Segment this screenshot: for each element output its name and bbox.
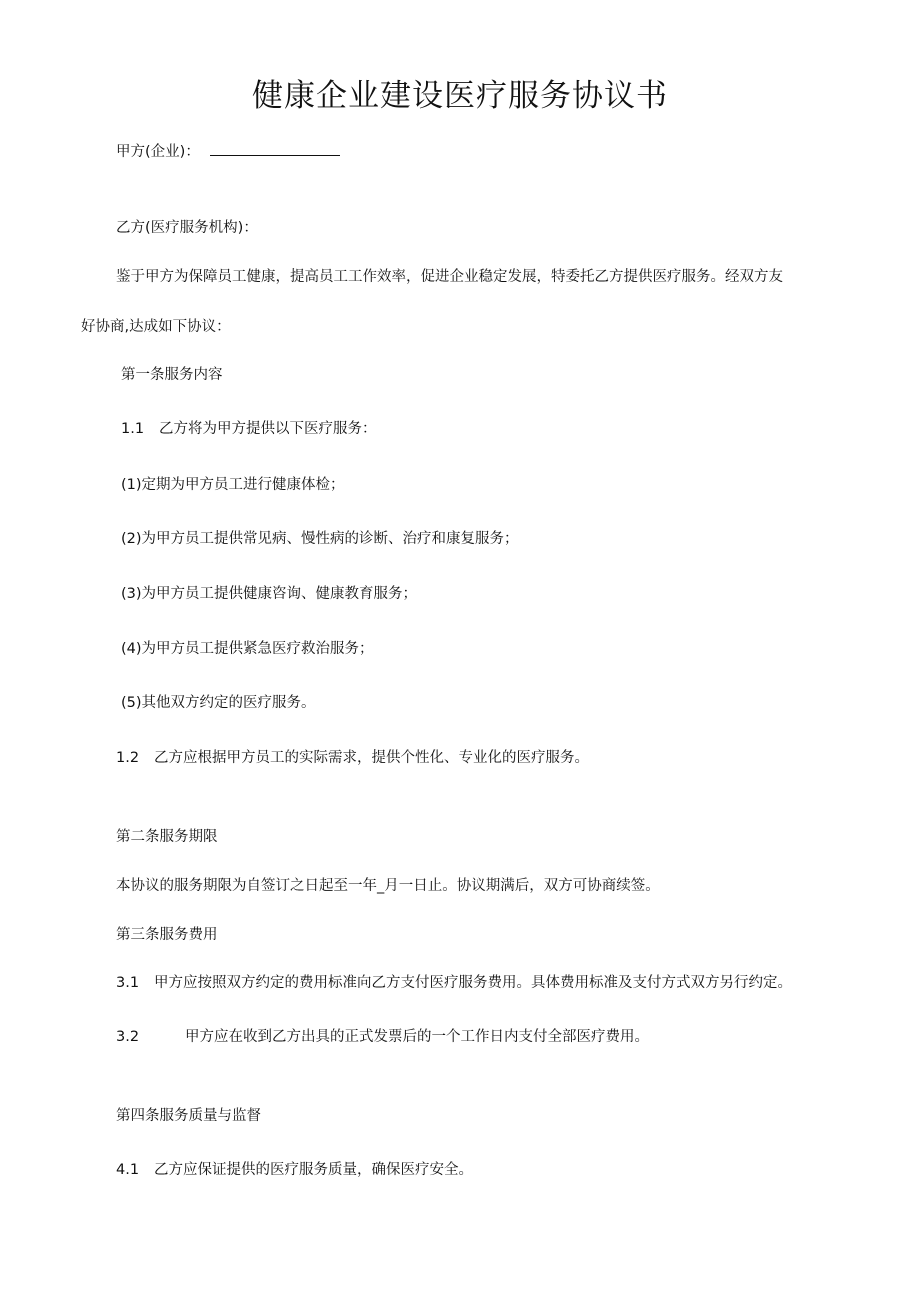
party-b-label: 乙方(医疗服务机构)：	[116, 220, 258, 236]
clause-number: 3.2	[116, 1029, 140, 1045]
preamble-line-2: 好协商,达成如下协议：	[81, 319, 231, 335]
clause-3-1	[116, 974, 792, 992]
clause-text: 甲方应按照双方约定的费用标准向乙方支付医疗服务费用。具体费用标准及支付方式双方另行约定。	[154, 975, 792, 991]
article-1-heading: 第一条服务内容	[121, 367, 223, 383]
service-item: (4)为甲方员工提供紧急医疗救治服务；	[121, 641, 374, 657]
clause-text: 甲方应在收到乙方出具的正式发票后的一个工作日内支付全部医疗费用。	[185, 1029, 649, 1045]
document-title: 健康企业建设医疗服务协议书	[252, 78, 668, 114]
service-item: (5)其他双方约定的医疗服务。	[121, 695, 316, 711]
service-item: (2)为甲方员工提供常见病、慢性病的诊断、治疗和康复服务；	[121, 531, 519, 547]
party-a-line	[116, 143, 340, 161]
article-2-text: 本协议的服务期限为自签订之日起至一年_月一日止。协议期满后，双方可协商续签。	[116, 878, 660, 894]
clause-4-1	[116, 1161, 473, 1179]
clause-number: 3.1	[116, 975, 140, 991]
article-3-heading: 第三条服务费用	[116, 927, 218, 943]
clause-1-2	[116, 749, 589, 767]
clause-text: 乙方应根据甲方员工的实际需求，提供个性化、专业化的医疗服务。	[154, 750, 589, 766]
article-4-heading: 第四条服务质量与监督	[116, 1108, 261, 1124]
article-2-heading: 第二条服务期限	[116, 829, 218, 845]
clause-number: 1.2	[116, 750, 140, 766]
service-item: (1)定期为甲方员工进行健康体检；	[121, 477, 345, 493]
service-item: (3)为甲方员工提供健康咨询、健康教育服务；	[121, 586, 418, 602]
clause-number: 1.1	[121, 421, 145, 437]
clause-3-2	[116, 1028, 649, 1046]
clause-number: 4.1	[116, 1162, 140, 1178]
clause-1-1	[121, 420, 377, 438]
clause-text: 乙方应保证提供的医疗服务质量，确保医疗安全。	[154, 1162, 473, 1178]
party-a-blank	[210, 143, 340, 156]
party-a-label: 甲方(企业)：	[116, 144, 200, 160]
clause-text: 乙方将为甲方提供以下医疗服务：	[159, 421, 377, 437]
preamble-line-1: 鉴于甲方为保障员工健康，提高员工工作效率，促进企业稳定发展，特委托乙方提供医疗服务。经双方友	[116, 269, 783, 285]
